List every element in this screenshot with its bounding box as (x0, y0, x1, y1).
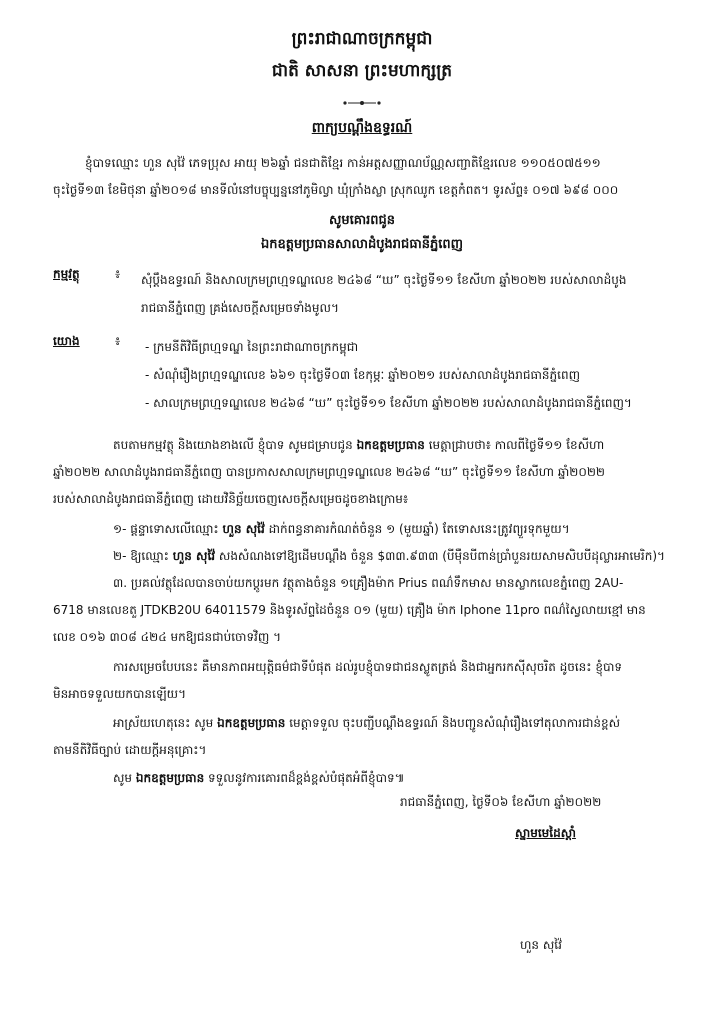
reference-list (145, 333, 685, 417)
body-text: ដាក់ពន្ធនាគារកំណត់ចំនួន ១ (មួយឆ្នាំ) តែទោសនេះត្រូវព្យួរទុកមួយ។ (268, 522, 570, 536)
ornament-divider (337, 98, 387, 108)
body-text: ១- ផ្តន្ទាទោសលើឈ្មោះ (113, 522, 219, 536)
body-line: ឆ្នាំ២០២២ សាលាដំបូងរាជធានីភ្នំពេញ បានប្រកាសសាលក្រមព្រហ្មទណ្ឌលេខ ២៤៦៨ “ឃ” ចុះថ្ងៃទី១១ ខែសីហា ឆ្នាំ២០២២ (53, 465, 606, 479)
intro-paragraph (53, 150, 675, 204)
body-line: តាមនីតិវិធីច្បាប់ ដោយក្តីអនុគ្រោះ។ (53, 743, 207, 757)
verdict-item-3 (53, 570, 673, 651)
subject-line: រាជធានីភ្នំពេញ គ្រង់សេចក្តីសម្រេចទាំងមូល។ (141, 301, 339, 315)
reference-separator: ៖ (115, 334, 121, 348)
body-paragraph-3 (53, 710, 673, 764)
subject-line: សុំប្តឹងឧទ្ធរណ៍ និងសាលក្រមព្រហ្មទណ្ឌលេខ ២៤៦៨ “ឃ” ចុះថ្ងៃទី១១ ខែសីហា ឆ្នាំ២០២២ របស់សាលាដំបូង (141, 273, 627, 287)
subject-separator: ៖ (115, 267, 121, 281)
body-text: អាស្រ័យហេតុនេះ សូម (113, 716, 214, 730)
verdict-item-2 (53, 543, 673, 570)
verdict-item-1 (53, 516, 673, 543)
body-text: មេត្តាទទួល ចុះបញ្ជីបណ្តឹងឧទ្ធរណ៍ និងបញ្ជូនសំណុំរឿងទៅតុលាការជាន់ខ្ពស់ (289, 716, 621, 730)
subject-label: កម្មវត្ថុ (53, 267, 80, 281)
kingdom-heading: ព្រះរាជាណាចក្រកម្ពុជា (291, 29, 433, 49)
addressee-name: ឯកឧត្តមប្រធានសាលាដំបូងរាជធានីភ្នំពេញ (261, 237, 463, 252)
reference-item: - សាលក្រមព្រហ្មទណ្ឌលេខ ២៤៦៨ “ឃ” ចុះថ្ងៃទី១១ ខែសីហា ឆ្នាំ២០២២ របស់សាលាដំបូងរាជធានីភ្នំពេញ។ (145, 396, 632, 410)
body-paragraph-1 (53, 432, 673, 513)
intro-line: ចុះថ្ងៃទី១៣ ខែមិថុនា ឆ្នាំ២០១៨ មានទីលំនៅបច្ចុប្បន្ននៅភូមិល្វា ឃុំក្រាំងស្លា ស្រុកឈូក ខេត្តកំពត។ ទូរស័ព្ទ៖ ០១៧ ៦៩៨ ០០០ (53, 183, 619, 197)
body-line (53, 710, 673, 737)
signer-name: ហួន សុវ៉ៃ (520, 938, 562, 952)
national-motto: ជាតិ សាសនា ព្រះមហាក្សត្រ (271, 61, 453, 81)
body-text: ២- ឱ្យឈ្មោះ (113, 549, 169, 563)
body-line: លេខ ០១៦ ៣០៨ ៤២៤ មកឱ្យជនជាប់ចោទវិញ ។ (53, 630, 282, 644)
subject-text (141, 266, 681, 322)
body-text: មេត្តាជ្រាបថា៖ កាលពីថ្ងៃទី១១ ខែសីហា (428, 438, 605, 452)
reference-item: - សំណុំរឿងព្រហ្មទណ្ឌលេខ ៦៦១ ចុះថ្ងៃទី០៣ ខែកុម្ភៈ ឆ្នាំ២០២១ របស់សាលាដំបូងរាជធានីភ្នំពេញ (145, 368, 580, 382)
body-emphasis: ឯកឧត្តមប្រធាន (356, 438, 425, 452)
body-line: ការសម្រេចបែបនេះ គឺមានភាពអយុត្តិធម៌ជាទីបំផុត ដល់រូបខ្ញុំបាទជាជនស្លូតត្រង់ និងជាអ្នករកស៊ីសុចរិត ដូចនេះ ខ្ញុំបាទ (113, 660, 623, 674)
body-paragraph-2 (53, 654, 673, 708)
body-line: របស់សាលាដំបូងរាជធានីភ្នំពេញ ដោយវិនិច្ឆ័យចេញសេចក្តីសម្រេចដូចខាងក្រោម៖ (53, 492, 409, 506)
body-paragraph-4 (53, 765, 673, 792)
date-line: រាជធានីភ្នំពេញ, ថ្ងៃទី០៦ ខែសីហា ឆ្នាំ២០២២ (400, 795, 602, 809)
document-title-text: ពាក្យបណ្តឹងឧទ្ធរណ៍ (311, 120, 413, 136)
body-text: ទទួលនូវការគោរពដ៏ខ្ពង់ខ្ពស់បំផុតអំពីខ្ញុំបាទ៕ (208, 771, 405, 785)
body-line: មិនអាចទទួលយកបានឡើយ។ (53, 687, 187, 701)
body-emphasis: ឯកឧត្តមប្រធាន (135, 771, 205, 785)
reference-item: - ក្រមនីតិវិធីព្រហ្មទណ្ឌ នៃព្រះរាជាណាចក្រកម្ពុជា (145, 340, 359, 354)
intro-line: ខ្ញុំបាទឈ្មោះ ហួន សុវ៉ៃ ភេទប្រុស អាយុ ២៦ឆ្នាំ ជនជាតិខ្មែរ កាន់អត្តសញ្ញាណប័ណ្ណសញ្ជាតិខ្មែរលេខ ១១០៥០៧៥១១ (85, 156, 601, 170)
body-emphasis: ហួន សុវ៉ៃ (222, 522, 265, 536)
body-text: សូម (113, 771, 133, 785)
reference-label: យោង (53, 334, 80, 348)
body-line (53, 432, 673, 459)
body-emphasis: ឯកឧត្តមប្រធាន (217, 716, 286, 730)
body-line: ៣. ប្រគល់វត្ថុដែលបានចាប់យកប្តូរមក វត្ថុតាងចំនួន ១គ្រឿងម៉ាក Prius ពណ៌ទឹកមាស មានស្លាកលេខភ្នំពេញ 2AU- (113, 576, 624, 590)
body-text: សងសំណងទៅឱ្យដើមបណ្តឹង ចំនួន $៣៣.៩៣៣ (បីម៉ឺនបីពាន់ប្រាំបួនរយសាមសិបបីដុល្លារអាមេរិក)។ (218, 549, 665, 563)
signature-title: ស្នាមមេដៃស្តាំ (515, 826, 576, 840)
body-line (53, 543, 673, 570)
body-text: តបតាមកម្មវត្ថុ និងយោងខាងលើ ខ្ញុំបាទ សូមជម្រាបជូន (113, 438, 353, 452)
body-emphasis: ហួន សុវ៉ៃ (172, 549, 216, 563)
document-title (0, 118, 724, 139)
addressee-salutation: សូមគោរពជូន (328, 213, 395, 228)
body-line: 6718 មានលេខតួ JTDKB20U 64011579 និងទូរស័ព្ទដៃចំនួន ០១ (មួយ) គ្រឿង ម៉ាក Iphone 11pro ពណ៌ស្វៃលាយខ្មៅ មាន (53, 603, 646, 617)
body-line (53, 516, 673, 543)
body-line (53, 765, 673, 792)
